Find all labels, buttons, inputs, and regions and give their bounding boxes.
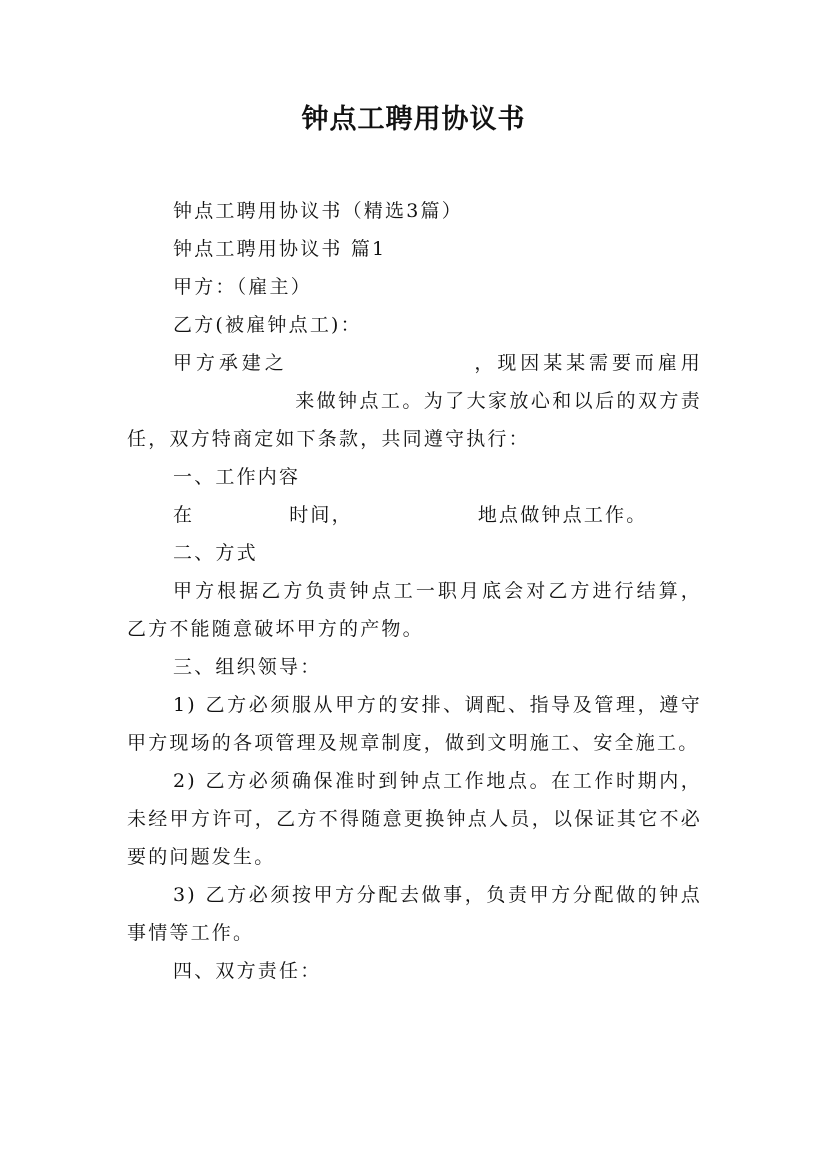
paragraph-section-heading: 钟点工聘用协议书 篇1 [173, 238, 387, 260]
paragraph-rule-3: 3) 乙方必须按甲方分配去做事，负责甲方分配做的钟点事情等工作。 [127, 884, 702, 944]
paragraph-work-time-place [127, 496, 702, 534]
intro-text-4: 来做钟点工。为了大家放心和以后的双方责任，双方特商定如下条款，共同遵守执行： [127, 390, 702, 450]
intro-text-2: ，现因某某需要而 [472, 352, 658, 374]
paragraph-party-a: 甲方：（雇主） [173, 276, 312, 298]
paragraph-organization-heading: 三、组织领导： [173, 656, 322, 678]
work-text-3: 地点做钟点工作。 [477, 504, 648, 526]
intro-text-1: 甲方承建之 [173, 352, 288, 374]
paragraph-method-body: 甲方根据乙方负责钟点工一职月底会对乙方进行结算，乙方不能随意破坏甲方的产物。 [127, 580, 702, 640]
paragraph-responsibility-heading: 四、双方责任： [173, 960, 322, 982]
paragraph-subtitle: 钟点工聘用协议书（精选3篇） [173, 200, 463, 222]
paragraph-method-heading: 二、方式 [173, 542, 258, 564]
work-text-2: 时间， [289, 504, 353, 526]
work-text-1: 在 [173, 504, 195, 526]
paragraph-rule-2: 2) 乙方必须确保准时到钟点工作地点。在工作时期内，未经甲方许可，乙方不得随意更换钟点人员，以保证其它不必要的问题发生。 [127, 770, 702, 868]
intro-text-3: 雇用 [657, 352, 702, 374]
document-body [127, 192, 702, 990]
paragraph-work-content-heading: 一、工作内容 [173, 466, 301, 488]
document-title: 钟点工聘用协议书 [301, 104, 526, 135]
paragraph-rule-1: 1) 乙方必须服从甲方的安排、调配、指导及管理，遵守甲方现场的各项管理及规章制度，做到文明施工、安全施工。 [127, 694, 702, 754]
paragraph-party-b: 乙方(被雇钟点工)： [173, 314, 362, 336]
paragraph-intro [127, 344, 702, 458]
